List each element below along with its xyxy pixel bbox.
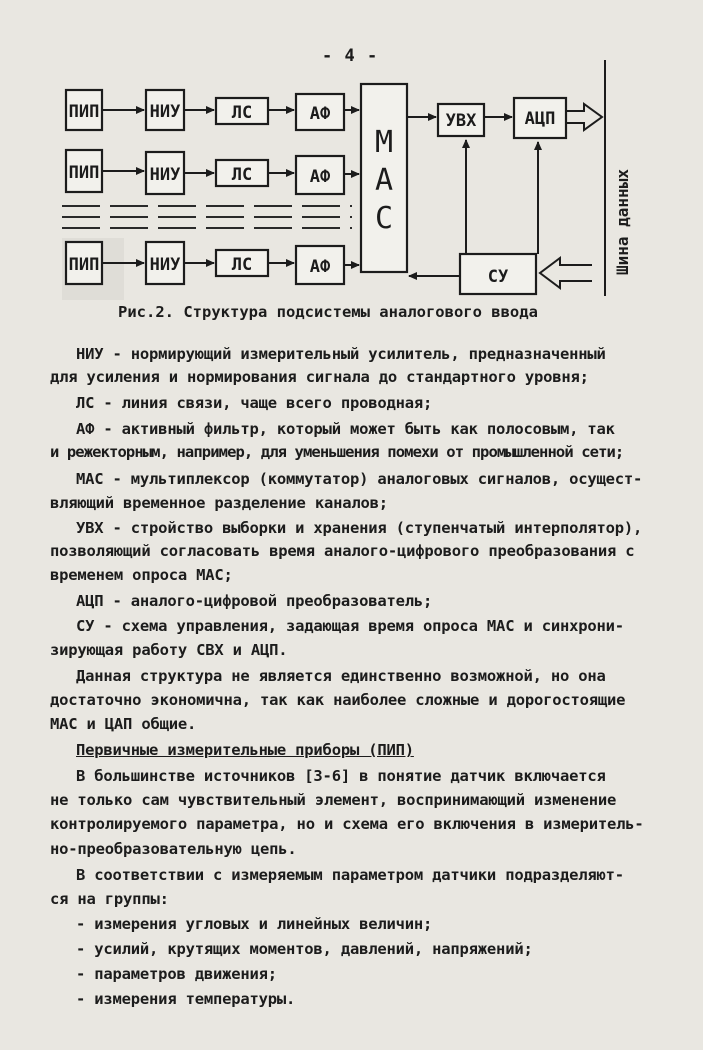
text-line: УВХ - стройство выборки и хранения (ступенчатый интерполятор), [76, 519, 643, 537]
mas-letter-m: М [374, 125, 394, 160]
text-line: но-преобразовательную цепь. [50, 840, 297, 858]
figure-caption: Рис.2. Структура подсистемы аналогового ввода [118, 303, 538, 321]
output-arrow [566, 104, 602, 130]
channel-row-2 [66, 150, 359, 194]
text-line: контролируемого параметра, но и схема его включения в измеритель- [50, 815, 644, 833]
text-line: АФ - активный фильтр, который может быть как полосовым, так [76, 420, 615, 438]
text-line: ЛС - линия связи, чаще всего проводная; [76, 394, 433, 412]
ls-label: ЛС [231, 165, 253, 185]
text-line: НИУ - нормирующий измерительный усилитель, предназначенный [76, 345, 606, 363]
af-label: АФ [309, 104, 331, 124]
list-item: - измерения температуры. [76, 990, 296, 1008]
page-number: - 4 - [322, 46, 379, 66]
text-line: СУ - схема управления, задающая время опроса МАС и синхрони- [76, 617, 624, 635]
text-line: В соответствии с измеряемым параметром датчики подразделяют- [76, 866, 624, 884]
input-arrow [540, 258, 592, 288]
mas-letter-c: С [374, 201, 394, 236]
text-line: временем опроса МАС; [50, 566, 233, 584]
block-diagram [0, 0, 703, 300]
text-line: вляющий временное разделение каналов; [50, 494, 388, 512]
text-line: АЦП - аналого-цифровой преобразователь; [76, 592, 433, 610]
mas-letter-a: А [374, 163, 394, 198]
text-line: и режекторным, например, для уменьшения помехи от промышленной сети; [50, 443, 624, 461]
pip-label: ПИП [68, 163, 100, 183]
text-line: МАС - мультиплексор (коммутатор) аналоговых сигналов, осущест- [76, 470, 643, 488]
channel-row-3 [62, 238, 359, 300]
niu-label: НИУ [149, 102, 181, 122]
list-item: - измерения угловых и линейных величин; [76, 915, 433, 933]
su-label: СУ [487, 267, 509, 287]
ls-label: ЛС [231, 103, 253, 123]
text-line: не только сам чувствительный элемент, воспринимающий изменение [50, 791, 617, 809]
text-line: В большинстве источников [3-6] в понятие датчик включается [76, 767, 606, 785]
pip-label: ПИП [68, 255, 100, 275]
omitted-channels-dashes [62, 206, 352, 228]
text-line: достаточно экономична, так как наиболее сложные и дорогостоящие [50, 691, 626, 709]
niu-label: НИУ [149, 165, 181, 185]
text-line: зирующая работу СВХ и АЦП. [50, 641, 288, 659]
text-line: позволяющий согласовать время аналого-цифрового преобразования с [50, 542, 635, 560]
text-line: Данная структура не является единственно возможной, но она [76, 667, 606, 685]
list-item: - усилий, крутящих моментов, давлений, напряжений; [76, 940, 533, 958]
list-item: - параметров движения; [76, 965, 277, 983]
niu-label: НИУ [149, 255, 181, 275]
pip-label: ПИП [68, 102, 100, 122]
af-label: АФ [309, 167, 331, 187]
ls-label: ЛС [231, 255, 253, 275]
text-line: ся на группы: [50, 890, 169, 908]
section-heading: Первичные измерительные приборы (ПИП) [76, 741, 414, 759]
text-line: для усиления и нормирования сигнала до стандартного уровня; [50, 368, 589, 386]
uvh-label: УВХ [445, 111, 477, 131]
data-bus-label: Шина данных [613, 169, 632, 275]
text-line: МАС и ЦАП общие. [50, 715, 197, 733]
channel-row-1 [66, 90, 359, 130]
af-label: АФ [309, 257, 331, 277]
acp-label: АЦП [524, 109, 556, 129]
